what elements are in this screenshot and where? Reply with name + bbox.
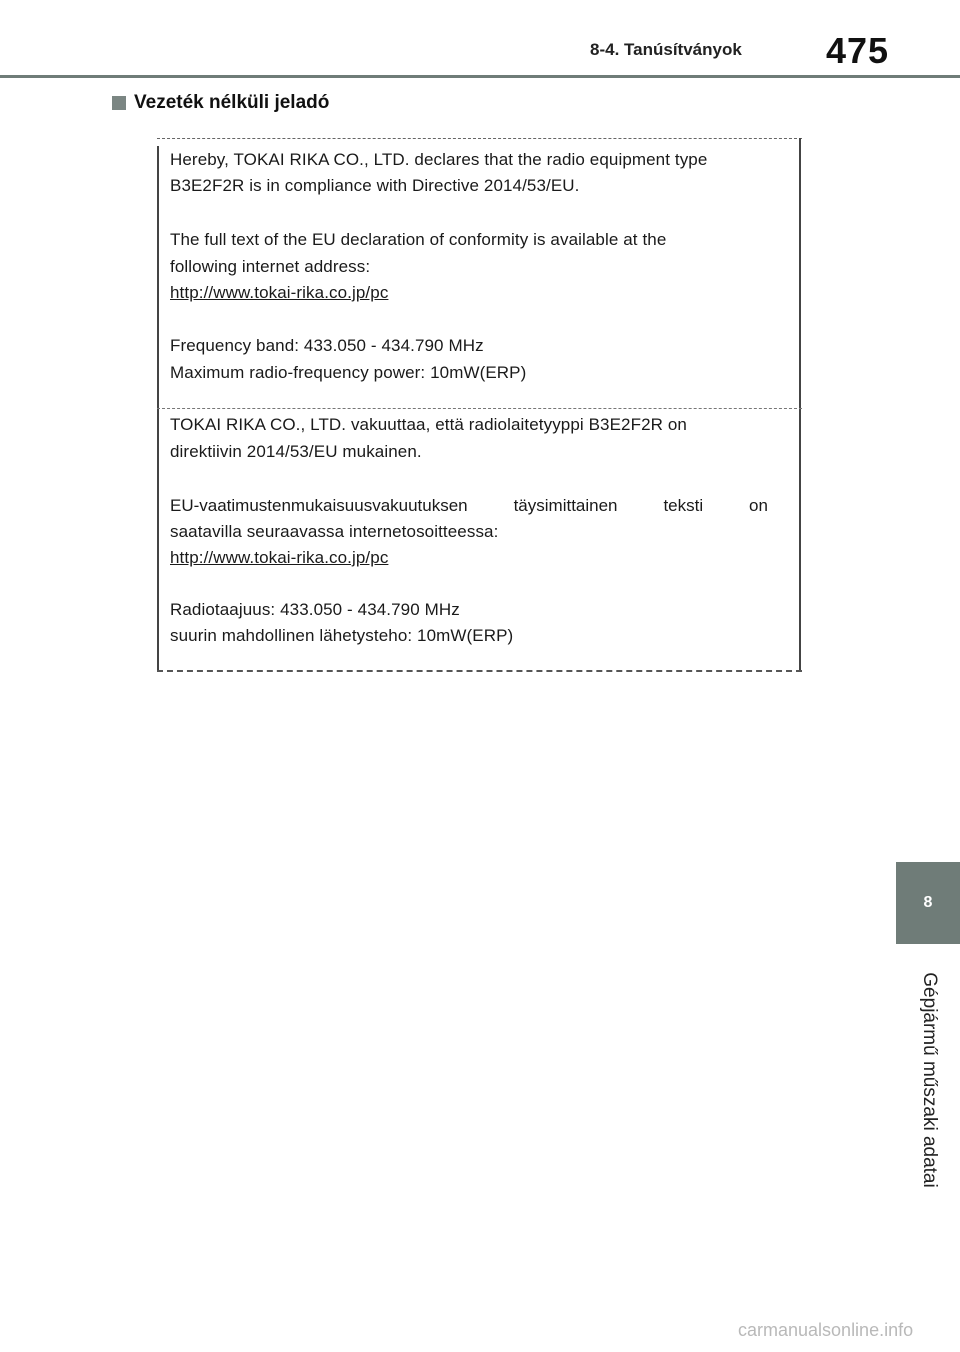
declaration-scan	[157, 138, 802, 673]
chapter-tab[interactable]	[896, 862, 960, 944]
fi-line-3-word: täysimittainen	[513, 496, 618, 515]
fi-line-2: direktiivin 2014/53/EU mukainen.	[170, 442, 422, 461]
section-title: 8-4. Tanúsítványok	[590, 40, 742, 59]
en-line-3: The full text of the EU declaration of conformity is available at the	[170, 230, 667, 249]
en-line-1: Hereby, TOKAI RIKA CO., LTD. declares that the radio equipment type	[170, 150, 708, 169]
watermark: carmanualsonline.info	[738, 1320, 914, 1340]
fi-power: suurin mahdollinen lähetysteho: 10mW(ERP)	[170, 626, 514, 645]
fi-line-3-word: on	[749, 496, 768, 515]
en-power: Maximum radio-frequency power: 10mW(ERP)	[170, 363, 527, 382]
scan-frame-bottom	[157, 670, 802, 672]
page-number: 475	[826, 30, 890, 71]
fi-line-4: saatavilla seuraavassa internetosoitteessa:	[170, 522, 499, 541]
scan-frame-left	[157, 146, 159, 672]
fi-line-1: TOKAI RIKA CO., LTD. vakuuttaa, että radiolaitetyyppi B3E2F2R on	[170, 415, 687, 434]
en-link[interactable]: http://www.tokai-rika.co.jp/pc	[170, 283, 389, 302]
scan-frame-divider	[157, 408, 802, 409]
en-line-4: following internet address:	[170, 257, 371, 276]
chapter-number: 8	[923, 894, 933, 911]
scan-frame-right	[799, 138, 801, 672]
en-frequency: Frequency band: 433.050 - 434.790 MHz	[170, 336, 484, 355]
fi-line-3-word: EU-vaatimustenmukaisuusvakuutuksen	[170, 496, 468, 515]
fi-frequency: Radiotaajuus: 433.050 - 434.790 MHz	[170, 600, 460, 619]
fi-line-3	[170, 496, 768, 516]
subtitle-text: Vezeték nélküli jeladó	[134, 92, 330, 113]
en-line-2: B3E2F2R is in compliance with Directive 2014/53/EU.	[170, 176, 580, 195]
scan-frame-top	[157, 138, 802, 139]
chapter-label: Gépjármű műszaki adatai	[919, 972, 940, 1188]
fi-link[interactable]: http://www.tokai-rika.co.jp/pc	[170, 548, 389, 567]
header-divider	[0, 75, 960, 78]
fi-line-3-word: teksti	[663, 496, 704, 515]
square-bullet-icon	[112, 96, 126, 110]
subtitle-heading	[112, 92, 329, 114]
